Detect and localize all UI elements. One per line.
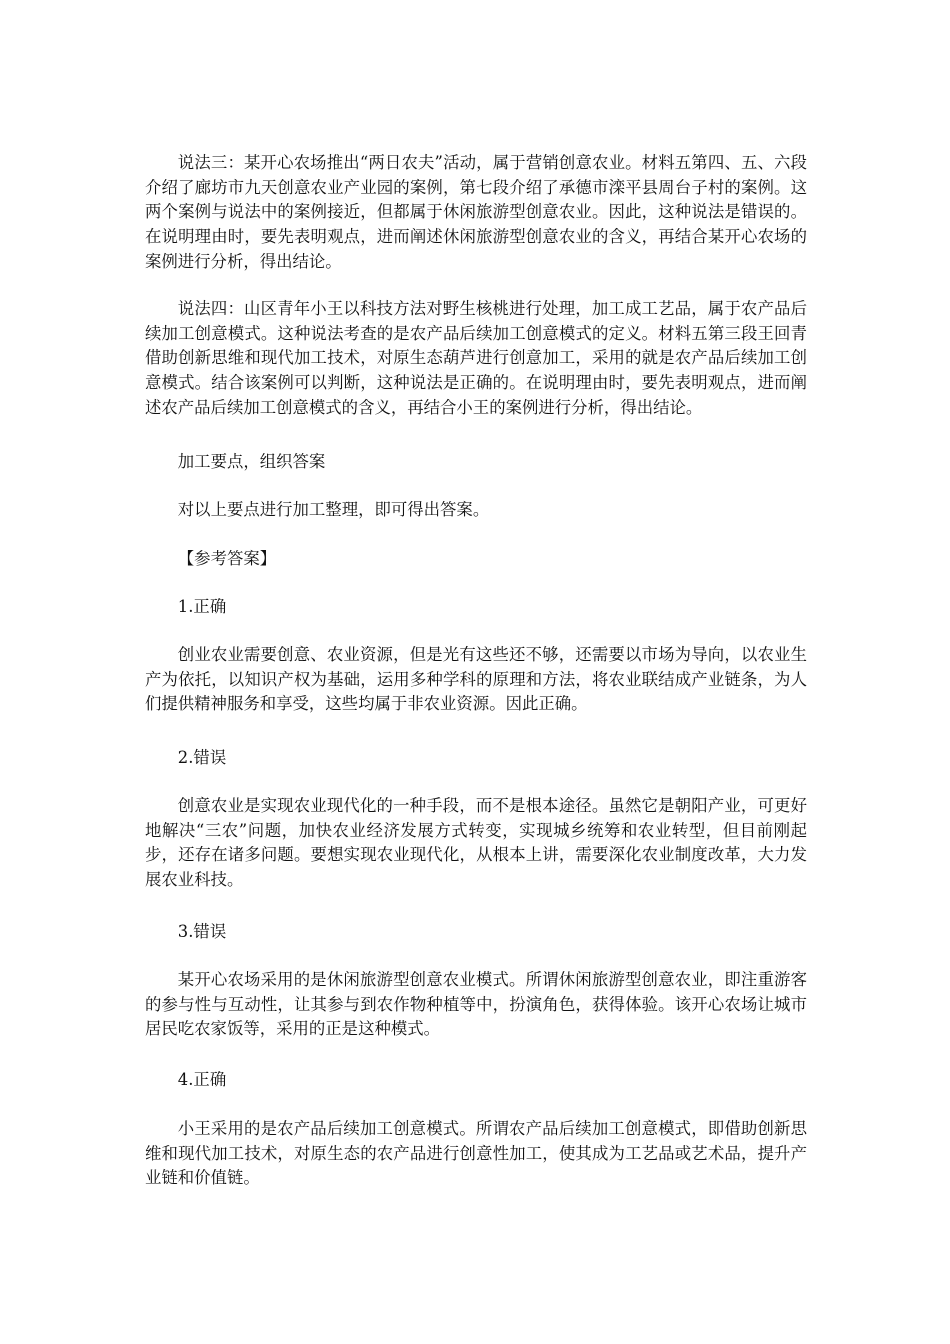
paragraph-claim-four: 说法四：山区青年小王以科技方法对野生核桃进行处理，加工成工艺品，属于农产品后续加工创意模式。这种说法考查的是农产品后续加工创意模式的定义。材料五第三段王回青借助创新思维和现代加工技术，对原生态葫芦进行创意加工，采用的就是农产品后续加工创意模式。结合该案例可以判断，这种说法是正确的。在说明理由时，要先表明观点，进而阐述农产品后续加工创意模式的含义，再结合小王的案例进行分析，得出结论。: [145, 299, 807, 417]
paragraph-claim-three: 说法三：某开心农场推出“两日农夫”活动，属于营销创意农业。材料五第四、五、六段介绍了廊坊市九天创意农业产业园的案例，第七段介绍了承德市滦平县周台子村的案例。这两个案例与说法中的案例接近，但都属于休闲旅游型创意农业。因此，这种说法是错误的。在说明理由时，要先表明观点，进而阐述休闲旅游型创意农业的含义，再结合某开心农场的案例进行分析，得出结论。: [145, 153, 807, 271]
answer-4-label: 4.正确: [177, 1070, 227, 1089]
answer-1-label: 1.正确: [177, 597, 227, 616]
answer-4-text: 小王采用的是农产品后续加工创意模式。所谓农产品后续加工创意模式，即借助创新思维和现代加工技术，对原生态的农产品进行创意性加工，使其成为工艺品或艺术品，提升产业链和价值链。: [145, 1119, 807, 1188]
answer-2-text: 创意农业是实现农业现代化的一种手段，而不是根本途径。虽然它是朝阳产业，可更好地解决“三农”问题，加快农业经济发展方式转变，实现城乡统筹和农业转型，但目前刚起步，还存在诸多问题。要想实现农业现代化，从根本上讲，需要深化农业制度改革，大力发展农业科技。: [145, 796, 807, 890]
section-heading-organize-answer: 加工要点，组织答案: [177, 452, 326, 471]
answer-2-label: 2.错误: [177, 748, 227, 767]
paragraph-instruction: 对以上要点进行加工整理，即可得出答案。: [177, 500, 490, 519]
answer-3-text: 某开心农场采用的是休闲旅游型创意农业模式。所谓休闲旅游型创意农业，即注重游客的参与性与互动性，让其参与到农作物种植等中，扮演角色，获得体验。该开心农场让城市居民吃农家饭等，采用的正是这种模式。: [145, 970, 807, 1039]
reference-answer-heading: 【参考答案】: [177, 549, 277, 568]
answer-1-text: 创业农业需要创意、农业资源，但是光有这些还不够，还需要以市场为导向，以农业生产为依托，以知识产权为基础，运用多种学科的原理和方法，将农业联结成产业链条，为人们提供精神服务和享受，这些均属于非农业资源。因此正确。: [145, 645, 807, 714]
answer-3-label: 3.错误: [177, 922, 227, 941]
